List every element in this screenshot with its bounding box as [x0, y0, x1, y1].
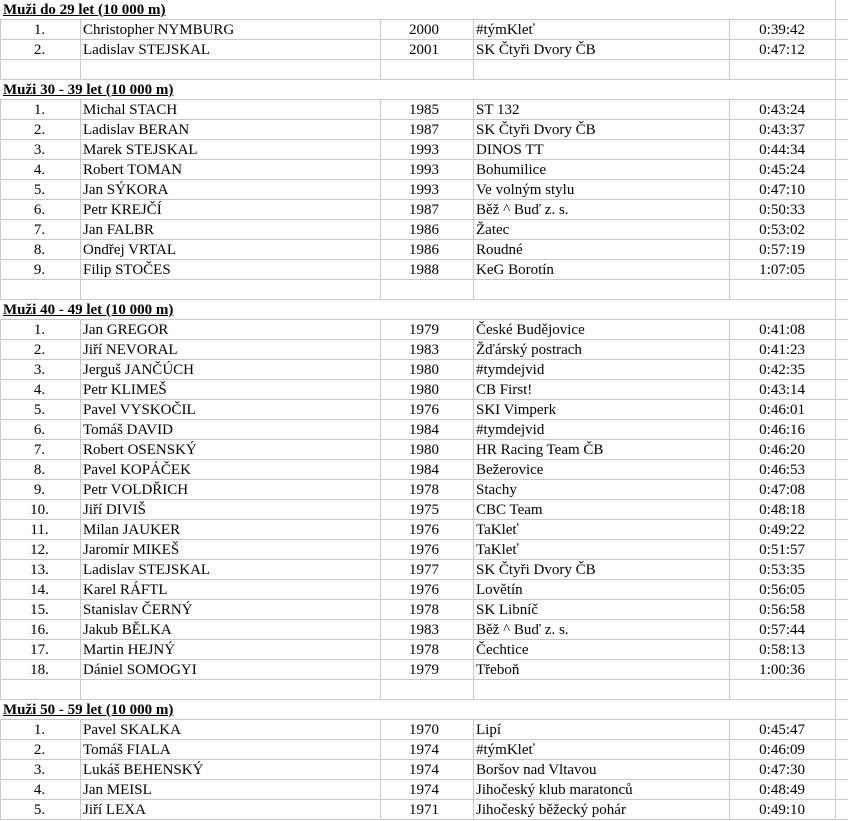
year-cell: 1979: [381, 320, 474, 340]
club-cell: Třeboň: [474, 660, 730, 680]
club-cell: SKI Vimperk: [474, 400, 730, 420]
time-cell: 0:46:16: [730, 420, 836, 440]
year-cell: 1987: [381, 120, 474, 140]
name-cell: Filip STOČES: [81, 260, 381, 280]
category-title: Muži do 29 let (10 000 m): [0, 0, 836, 20]
club-cell: České Budějovice: [474, 320, 730, 340]
table-row[interactable]: [0, 720, 848, 740]
time-cell: 0:47:10: [730, 180, 836, 200]
time-cell: 0:57:44: [730, 620, 836, 640]
name-cell: Milan JAUKER: [81, 520, 381, 540]
table-row[interactable]: [0, 560, 848, 580]
time-cell: 0:47:12: [730, 40, 836, 60]
club-cell: Jihočeský klub maratonců: [474, 780, 730, 800]
year-cell: 1974: [381, 780, 474, 800]
table-row[interactable]: [0, 40, 848, 60]
time-cell: 1:00:36: [730, 660, 836, 680]
rank-cell: 1.: [0, 320, 81, 340]
rank-cell: 1.: [0, 100, 81, 120]
year-cell: 1988: [381, 260, 474, 280]
empty-cell: [81, 60, 381, 80]
empty-cell: [381, 680, 474, 700]
time-cell: 0:41:08: [730, 320, 836, 340]
year-cell: 1975: [381, 500, 474, 520]
year-cell: 1987: [381, 200, 474, 220]
name-cell: Jerguš JANČÚCH: [81, 360, 381, 380]
table-row[interactable]: [0, 380, 848, 400]
name-cell: Tomáš FIALA: [81, 740, 381, 760]
club-cell: Čechtice: [474, 640, 730, 660]
year-cell: 1985: [381, 100, 474, 120]
year-cell: 1980: [381, 380, 474, 400]
table-row[interactable]: [0, 660, 848, 680]
rank-cell: 2.: [0, 740, 81, 760]
year-cell: 1986: [381, 220, 474, 240]
name-cell: Marek STEJSKAL: [81, 140, 381, 160]
time-cell: 0:43:14: [730, 380, 836, 400]
year-cell: 1984: [381, 460, 474, 480]
time-cell: 0:47:08: [730, 480, 836, 500]
table-row[interactable]: [0, 500, 848, 520]
rank-cell: 5.: [0, 180, 81, 200]
club-cell: Boršov nad Vltavou: [474, 760, 730, 780]
empty-cell: [474, 280, 730, 300]
year-cell: 1978: [381, 480, 474, 500]
table-row[interactable]: [0, 420, 848, 440]
table-row[interactable]: [0, 240, 848, 260]
year-cell: 2000: [381, 20, 474, 40]
year-cell: 1978: [381, 640, 474, 660]
name-cell: Jiří LEXA: [81, 800, 381, 820]
time-cell: 0:45:47: [730, 720, 836, 740]
time-cell: 0:50:33: [730, 200, 836, 220]
table-row[interactable]: [0, 620, 848, 640]
table-row[interactable]: [0, 520, 848, 540]
empty-cell: [730, 60, 836, 80]
category-header[interactable]: [0, 80, 848, 100]
year-cell: 1993: [381, 140, 474, 160]
name-cell: Jan FALBR: [81, 220, 381, 240]
year-cell: 1980: [381, 360, 474, 380]
time-cell: 0:43:24: [730, 100, 836, 120]
name-cell: Ondřej VRTAL: [81, 240, 381, 260]
club-cell: DINOS TT: [474, 140, 730, 160]
time-cell: 0:51:57: [730, 540, 836, 560]
year-cell: 1976: [381, 540, 474, 560]
year-cell: 1984: [381, 420, 474, 440]
table-row[interactable]: [0, 160, 848, 180]
rank-cell: 18.: [0, 660, 81, 680]
rank-cell: 16.: [0, 620, 81, 640]
rank-cell: 2.: [0, 40, 81, 60]
time-cell: 0:46:01: [730, 400, 836, 420]
club-cell: SK Libníč: [474, 600, 730, 620]
empty-row[interactable]: [0, 280, 848, 300]
empty-cell: [81, 280, 381, 300]
name-cell: Robert TOMAN: [81, 160, 381, 180]
club-cell: SK Čtyři Dvory ČB: [474, 120, 730, 140]
club-cell: #tymdejvid: [474, 360, 730, 380]
rank-cell: 9.: [0, 480, 81, 500]
year-cell: 1976: [381, 520, 474, 540]
time-cell: 0:48:18: [730, 500, 836, 520]
name-cell: Michal STACH: [81, 100, 381, 120]
name-cell: Lukáš BEHENSKÝ: [81, 760, 381, 780]
time-cell: 0:46:09: [730, 740, 836, 760]
empty-cell: [381, 280, 474, 300]
rank-cell: 2.: [0, 120, 81, 140]
empty-row[interactable]: [0, 60, 848, 80]
rank-cell: 17.: [0, 640, 81, 660]
empty-cell: [730, 280, 836, 300]
time-cell: 0:46:20: [730, 440, 836, 460]
time-cell: 0:48:49: [730, 780, 836, 800]
time-cell: 0:46:53: [730, 460, 836, 480]
category-header[interactable]: [0, 0, 848, 20]
table-row[interactable]: [0, 640, 848, 660]
category-title: Muži 30 - 39 let (10 000 m): [0, 80, 836, 100]
time-cell: 0:49:22: [730, 520, 836, 540]
year-cell: 1993: [381, 160, 474, 180]
empty-row[interactable]: [0, 680, 848, 700]
table-row[interactable]: [0, 480, 848, 500]
name-cell: Jiří DIVIŠ: [81, 500, 381, 520]
time-cell: 0:56:05: [730, 580, 836, 600]
club-cell: ST 132: [474, 100, 730, 120]
rank-cell: 2.: [0, 340, 81, 360]
time-cell: 0:53:02: [730, 220, 836, 240]
empty-cell: [474, 680, 730, 700]
year-cell: 1976: [381, 580, 474, 600]
name-cell: Jan MEISL: [81, 780, 381, 800]
name-cell: Jan SÝKORA: [81, 180, 381, 200]
table-row[interactable]: [0, 340, 848, 360]
time-cell: 0:57:19: [730, 240, 836, 260]
time-cell: 0:49:10: [730, 800, 836, 820]
rank-cell: 3.: [0, 760, 81, 780]
empty-cell: [381, 60, 474, 80]
table-row[interactable]: [0, 360, 848, 380]
name-cell: Pavel SKALKA: [81, 720, 381, 740]
club-cell: KeG Borotín: [474, 260, 730, 280]
table-row[interactable]: [0, 220, 848, 240]
empty-cell: [81, 680, 381, 700]
empty-cell: [0, 680, 81, 700]
category-title: Muži 40 - 49 let (10 000 m): [0, 300, 836, 320]
time-cell: 0:42:35: [730, 360, 836, 380]
category-header[interactable]: [0, 700, 848, 720]
table-row[interactable]: [0, 320, 848, 340]
name-cell: Pavel VYSKOČIL: [81, 400, 381, 420]
name-cell: Dániel SOMOGYI: [81, 660, 381, 680]
rank-cell: 15.: [0, 600, 81, 620]
club-cell: #týmKleť: [474, 740, 730, 760]
rank-cell: 1.: [0, 20, 81, 40]
empty-cell: [0, 60, 81, 80]
rank-cell: 6.: [0, 200, 81, 220]
name-cell: Petr KLIMEŠ: [81, 380, 381, 400]
year-cell: 1980: [381, 440, 474, 460]
rank-cell: 9.: [0, 260, 81, 280]
year-cell: 1986: [381, 240, 474, 260]
year-cell: 1974: [381, 740, 474, 760]
table-row[interactable]: [0, 760, 848, 780]
time-cell: 0:44:34: [730, 140, 836, 160]
time-cell: 0:58:13: [730, 640, 836, 660]
table-row[interactable]: [0, 600, 848, 620]
time-cell: 0:39:42: [730, 20, 836, 40]
rank-cell: 3.: [0, 360, 81, 380]
table-row[interactable]: [0, 120, 848, 140]
empty-cell: [730, 680, 836, 700]
club-cell: Ve volným stylu: [474, 180, 730, 200]
rank-cell: 5.: [0, 400, 81, 420]
club-cell: Bohumilice: [474, 160, 730, 180]
club-cell: Jihočeský běžecký pohár: [474, 800, 730, 820]
name-cell: Christopher NYMBURG: [81, 20, 381, 40]
time-cell: 0:43:37: [730, 120, 836, 140]
time-cell: 1:07:05: [730, 260, 836, 280]
rank-cell: 12.: [0, 540, 81, 560]
name-cell: Karel RÁFTL: [81, 580, 381, 600]
table-row[interactable]: [0, 540, 848, 560]
club-cell: Lipí: [474, 720, 730, 740]
name-cell: Ladislav BERAN: [81, 120, 381, 140]
time-cell: 0:56:58: [730, 600, 836, 620]
table-row[interactable]: [0, 740, 848, 760]
empty-cell: [474, 60, 730, 80]
club-cell: #tymdejvid: [474, 420, 730, 440]
name-cell: Jaromír MIKEŠ: [81, 540, 381, 560]
rank-cell: 11.: [0, 520, 81, 540]
rank-cell: 5.: [0, 800, 81, 820]
table-row[interactable]: [0, 260, 848, 280]
table-row[interactable]: [0, 20, 848, 40]
rank-cell: 4.: [0, 780, 81, 800]
name-cell: Ladislav STEJSKAL: [81, 40, 381, 60]
club-cell: SK Čtyři Dvory ČB: [474, 40, 730, 60]
table-row[interactable]: [0, 780, 848, 800]
club-cell: HR Racing Team ČB: [474, 440, 730, 460]
club-cell: CBC Team: [474, 500, 730, 520]
name-cell: Tomáš DAVID: [81, 420, 381, 440]
rank-cell: 14.: [0, 580, 81, 600]
name-cell: Jiří NEVORAL: [81, 340, 381, 360]
table-row[interactable]: [0, 140, 848, 160]
club-cell: #týmKleť: [474, 20, 730, 40]
name-cell: Ladislav STEJSKAL: [81, 560, 381, 580]
club-cell: TaKleť: [474, 520, 730, 540]
club-cell: Lovětín: [474, 580, 730, 600]
rank-cell: 3.: [0, 140, 81, 160]
year-cell: 1971: [381, 800, 474, 820]
club-cell: Bežerovice: [474, 460, 730, 480]
time-cell: 0:47:30: [730, 760, 836, 780]
club-cell: Stachy: [474, 480, 730, 500]
club-cell: Běž ^ Buď z. s.: [474, 620, 730, 640]
year-cell: 1978: [381, 600, 474, 620]
name-cell: Pavel KOPÁČEK: [81, 460, 381, 480]
rank-cell: 4.: [0, 380, 81, 400]
time-cell: 0:41:23: [730, 340, 836, 360]
name-cell: Robert OSENSKÝ: [81, 440, 381, 460]
year-cell: 1983: [381, 340, 474, 360]
club-cell: Běž ^ Buď z. s.: [474, 200, 730, 220]
rank-cell: 4.: [0, 160, 81, 180]
table-row[interactable]: [0, 800, 848, 820]
name-cell: Petr KREJČÍ: [81, 200, 381, 220]
category-title: Muži 50 - 59 let (10 000 m): [0, 700, 836, 720]
rank-cell: 6.: [0, 420, 81, 440]
time-cell: 0:53:35: [730, 560, 836, 580]
table-row[interactable]: [0, 180, 848, 200]
year-cell: 1976: [381, 400, 474, 420]
rank-cell: 7.: [0, 440, 81, 460]
year-cell: 2001: [381, 40, 474, 60]
club-cell: Žďárský postrach: [474, 340, 730, 360]
year-cell: 1970: [381, 720, 474, 740]
rank-cell: 10.: [0, 500, 81, 520]
name-cell: Petr VOLDŘICH: [81, 480, 381, 500]
table-row[interactable]: [0, 440, 848, 460]
club-cell: SK Čtyři Dvory ČB: [474, 560, 730, 580]
table-row[interactable]: [0, 200, 848, 220]
year-cell: 1977: [381, 560, 474, 580]
time-cell: 0:45:24: [730, 160, 836, 180]
empty-cell: [0, 280, 81, 300]
club-cell: Roudné: [474, 240, 730, 260]
year-cell: 1974: [381, 760, 474, 780]
table-row[interactable]: [0, 580, 848, 600]
rank-cell: 7.: [0, 220, 81, 240]
category-header[interactable]: [0, 300, 848, 320]
club-cell: CB First!: [474, 380, 730, 400]
rank-cell: 13.: [0, 560, 81, 580]
name-cell: Martin HEJNÝ: [81, 640, 381, 660]
year-cell: 1983: [381, 620, 474, 640]
rank-cell: 8.: [0, 240, 81, 260]
rank-cell: 8.: [0, 460, 81, 480]
table-row[interactable]: [0, 400, 848, 420]
name-cell: Jan GREGOR: [81, 320, 381, 340]
name-cell: Jakub BĚLKA: [81, 620, 381, 640]
rank-cell: 1.: [0, 720, 81, 740]
year-cell: 1979: [381, 660, 474, 680]
table-row[interactable]: [0, 460, 848, 480]
club-cell: TaKleť: [474, 540, 730, 560]
year-cell: 1993: [381, 180, 474, 200]
table-row[interactable]: [0, 100, 848, 120]
name-cell: Stanislav ČERNÝ: [81, 600, 381, 620]
club-cell: Žatec: [474, 220, 730, 240]
